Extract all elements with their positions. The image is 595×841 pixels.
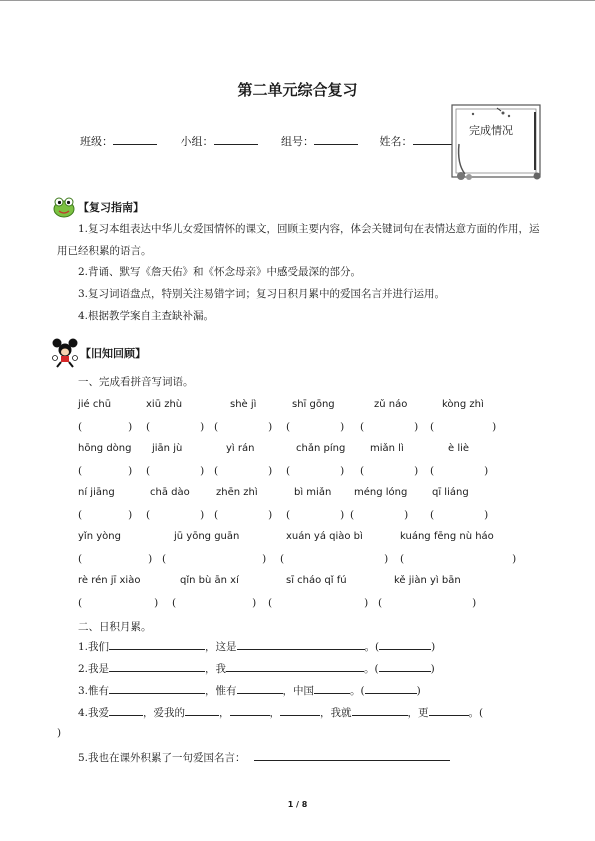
pinyin-item: jiān jù [152,443,183,454]
top-rule [0,0,595,1]
section-guide-title: 【复习指南】 [78,201,144,214]
q4-blank-4[interactable] [280,704,320,716]
pinyin-item: rè rén jī xiào [78,575,141,586]
q4-blank-2[interactable] [185,704,219,716]
q4-text-c: ， [219,707,230,719]
answer-paren[interactable]: ( ) [214,421,273,433]
q1-text-b: ，这是 [205,641,237,653]
pinyin-item: zhēn zhì [216,487,258,498]
pinyin-item: qī liáng [432,487,469,498]
q1-text-c: 。( [364,641,380,653]
answer-paren[interactable]: ( ) [286,509,345,521]
q3-text-c: ，中国 [282,685,315,697]
q2-blank-1[interactable] [109,660,205,672]
q5-text-a: 5.我也在课外积累了一句爱国名言： [78,752,246,764]
answer-paren[interactable]: ( ) [78,465,133,477]
pinyin-item: è liè [448,443,470,454]
name-label: 姓名： [379,135,413,148]
answer-paren[interactable]: ( ) [378,597,477,609]
pinyin-item: chǎn píng [296,443,346,454]
pinyin-item: bì miǎn [294,487,332,498]
q2-text-a: 2.我是 [78,663,110,675]
answer-paren[interactable]: ( ) [146,421,205,433]
group-field [181,135,258,148]
section-review-heading [52,338,146,368]
page-title: 第二单元综合复习 [237,81,358,99]
number-blank[interactable] [314,134,358,145]
q2-text-c: 。( [364,663,379,675]
answer-paren[interactable]: ( ) [172,597,257,609]
q4-blank-6[interactable] [429,704,469,716]
q2-blank-2[interactable] [226,660,364,672]
pinyin-item: zǔ náo [374,399,408,410]
answer-paren[interactable]: ( ) [400,553,517,565]
q5-blank-1[interactable] [254,749,450,761]
q4-text-d: ， [269,707,281,719]
number-field [281,135,358,148]
q4-text-f: ，更 [407,707,429,719]
q1-text-d: ) [431,641,436,653]
pinyin-item: sī cháo qǐ fú [286,575,347,586]
answer-paren[interactable]: ( ) [146,465,205,477]
guide-item-4: 4.根据教学案自主查缺补漏。 [78,310,215,322]
student-info-row [80,133,469,149]
pinyin-item: jū yōng guān [174,531,240,542]
pinyin-item: shè jì [230,399,257,410]
group-blank[interactable] [214,134,258,145]
question-1 [78,638,435,654]
group-label: 小组： [180,135,214,148]
answer-paren[interactable]: ( ) [78,509,133,521]
answer-paren[interactable]: ( ) [360,465,419,477]
q2-text-b: ，我 [205,663,227,675]
pinyin-item: jié chū [78,399,112,410]
pinyin-item: yǐn yòng [78,531,121,542]
q4-blank-5[interactable] [352,704,408,716]
question-4-close: ) [57,727,62,739]
answer-paren[interactable]: ( ) [360,421,419,433]
pinyin-item: miǎn lì [370,443,404,454]
answer-paren[interactable]: ( ) [214,509,273,521]
q2-text-d: ) [430,663,435,675]
q1-blank-1[interactable] [109,638,205,650]
question-2 [78,660,435,676]
guide-item-3: 3.复习词语盘点，特别关注易错字词；复习日积月累中的爱国名言并进行运用。 [78,288,446,300]
q3-text-e: ) [416,685,421,697]
q4-text-a: 4.我爱 [78,707,110,719]
frog-icon [52,196,76,218]
answer-paren[interactable]: ( ) [78,421,133,433]
pinyin-item: shī gōng [292,399,335,410]
completion-stamp [451,104,541,182]
q3-text-a: 3.惟有 [78,685,110,697]
pinyin-item: xiū zhù [146,399,183,410]
q1-blank-3[interactable] [379,638,431,650]
answer-paren[interactable]: ( ) [286,421,345,433]
answer-paren[interactable]: ( ) [214,465,273,477]
pinyin-item: xuán yá qiào bì [286,531,363,542]
q3-blank-3[interactable] [314,682,350,694]
question-5 [78,749,450,765]
q4-blank-3[interactable] [230,704,270,716]
name-blank[interactable] [413,134,455,145]
q4-text-b: ，爱我的 [143,707,186,719]
part1-heading: 一、完成看拼音写词语。 [78,376,194,388]
q3-text-d: 。( [350,685,365,697]
answer-paren[interactable]: ( ) [146,509,205,521]
q4-blank-1[interactable] [109,704,143,716]
q4-text-e: ，我就 [320,707,352,719]
stamp-frame-icon [451,104,541,182]
pinyin-item: qǐn bù ān xí [180,575,239,586]
class-label: 班级： [80,135,113,148]
pinyin-item: kuáng fēng nù háo [400,531,494,542]
answer-paren[interactable]: ( ) [78,597,159,609]
mickey-icon [52,338,78,368]
stamp-text: 完成情况 [469,124,513,137]
answer-paren[interactable]: ( ) [78,553,153,565]
class-blank[interactable] [113,134,157,145]
q1-blank-2[interactable] [237,638,365,650]
part2-heading: 二、日积月累。 [78,621,152,633]
question-4 [78,704,483,720]
q3-blank-4[interactable] [365,682,417,694]
name-field [380,135,455,148]
pinyin-item: hōng dòng [78,443,132,454]
q1-text-a: 1.我们 [78,641,110,653]
guide-item-2: 2.背诵、默写《詹天佑》和《怀念母亲》中感受最深的部分。 [78,266,362,278]
pinyin-item: ní jiāng [78,487,115,498]
pinyin-item: kě jiàn yì bān [394,575,461,586]
answer-paren[interactable]: ( ) [350,509,409,521]
section-review-title: 【旧知回顾】 [80,347,146,360]
number-label: 组号： [281,135,314,148]
q3-blank-2[interactable] [237,682,283,694]
class-field [80,135,157,148]
answer-paren[interactable]: ( ) [430,465,489,477]
pinyin-item: chā dào [150,487,190,498]
answer-paren[interactable]: ( ) [430,421,497,433]
answer-paren[interactable]: ( ) [430,509,489,521]
q4-text-g: 。( [468,707,484,719]
page-number: 1 / 8 [287,800,308,809]
section-guide-heading [52,196,144,218]
pinyin-item: kòng zhì [442,399,484,410]
answer-paren[interactable]: ( ) [286,465,345,477]
guide-item-1: 1.复习本组表达中华儿女爱国情怀的课文，回顾主要内容，体会关键词句在表情达意方面的作用，运用已经积累的语言。 [57,223,540,257]
q3-text-b: ，惟有 [205,685,237,697]
answer-paren[interactable]: ( ) [162,553,267,565]
question-3 [78,682,421,698]
q2-blank-3[interactable] [379,660,431,672]
q3-blank-1[interactable] [109,682,205,694]
answer-paren[interactable]: ( ) [280,553,389,565]
answer-paren[interactable]: ( ) [268,597,369,609]
pinyin-item: méng lóng [354,487,408,498]
pinyin-item: yì rán [226,443,255,454]
